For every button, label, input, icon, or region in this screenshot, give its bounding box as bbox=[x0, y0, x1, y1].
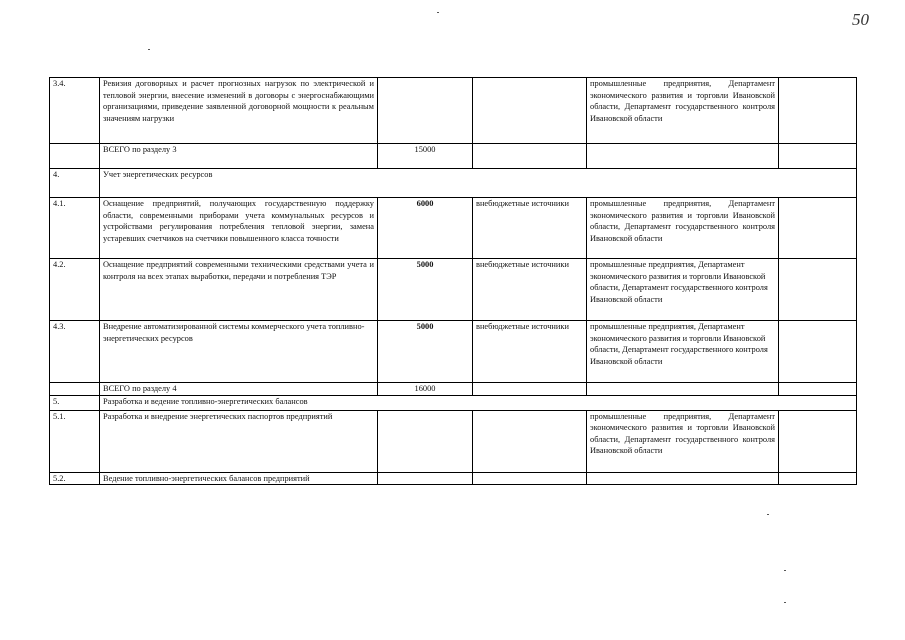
table-row bbox=[50, 410, 857, 472]
empty-cell bbox=[587, 383, 779, 396]
funding-source: внебюджетные источники bbox=[473, 198, 587, 259]
executors: промышленные предприятия, Департамент экономического развития и торговли Ивановской области, Департамент государственного контроля Ивановской области bbox=[587, 321, 779, 383]
empty-cell bbox=[779, 472, 857, 485]
funding-amount bbox=[378, 410, 473, 472]
funding-amount bbox=[378, 472, 473, 485]
executors: промышленные предприятия, Департамент экономического развития и торговли Ивановской области, Департамент государственного контроля Ивановской области bbox=[587, 259, 779, 321]
section-number: 4. bbox=[50, 169, 100, 198]
funding-amount bbox=[378, 78, 473, 144]
total-amount: 15000 bbox=[378, 144, 473, 169]
funding-source: внебюджетные источники bbox=[473, 321, 587, 383]
executors bbox=[587, 472, 779, 485]
scan-speck bbox=[784, 602, 786, 603]
section-total-row bbox=[50, 144, 857, 169]
empty-cell bbox=[587, 144, 779, 169]
scan-speck bbox=[767, 514, 769, 515]
scan-speck bbox=[148, 49, 150, 50]
empty-cell bbox=[779, 198, 857, 259]
measure-description: Разработка и внедрение энергетических паспортов предприятий bbox=[100, 410, 378, 472]
scan-speck bbox=[784, 570, 786, 571]
measure-description: Оснащение предприятий современными техническими средствами учета и контроля на всех этапах выработки, передачи и потребления ТЭР bbox=[100, 259, 378, 321]
table-row bbox=[50, 198, 857, 259]
row-number: 4.3. bbox=[50, 321, 100, 383]
table-row bbox=[50, 321, 857, 383]
empty-cell bbox=[50, 383, 100, 396]
row-number: 4.1. bbox=[50, 198, 100, 259]
section-title: Учет энергетических ресурсов bbox=[100, 169, 857, 198]
empty-cell bbox=[473, 144, 587, 169]
measure-description: Оснащение предприятий, получающих государственную поддержку области, современными приборами учета коммунальных ресурсов и устройствами регулирования потребления тепловой энергии, замена устаревших счетчиков на счетчики повышенного класса точности bbox=[100, 198, 378, 259]
row-number: 5.1. bbox=[50, 410, 100, 472]
empty-cell bbox=[779, 383, 857, 396]
empty-cell bbox=[779, 259, 857, 321]
total-label: ВСЕГО по разделу 3 bbox=[100, 144, 378, 169]
executors: промышленные предприятия, Департамент экономического развития и торговли Ивановской области, Департамент государственного контроля Ивановской области bbox=[587, 410, 779, 472]
empty-cell bbox=[779, 410, 857, 472]
measure-description: Внедрение автоматизированной системы коммерческого учета топливно-энергетических ресурсов bbox=[100, 321, 378, 383]
section-title: Разработка и ведение топливно-энергетических балансов bbox=[100, 395, 857, 410]
table-row bbox=[50, 472, 857, 485]
funding-amount: 5000 bbox=[378, 259, 473, 321]
row-number: 3.4. bbox=[50, 78, 100, 144]
section-total-row bbox=[50, 383, 857, 396]
row-number: 5.2. bbox=[50, 472, 100, 485]
funding-amount: 6000 bbox=[378, 198, 473, 259]
table-row bbox=[50, 78, 857, 144]
funding-source bbox=[473, 78, 587, 144]
funding-source bbox=[473, 410, 587, 472]
empty-cell bbox=[779, 144, 857, 169]
page-number: 50 bbox=[852, 10, 869, 29]
section-header-row bbox=[50, 169, 857, 198]
measure-description: Ведение топливно-энергетических балансов предприятий bbox=[100, 472, 378, 485]
section-number: 5. bbox=[50, 395, 100, 410]
funding-source bbox=[473, 472, 587, 485]
total-amount: 16000 bbox=[378, 383, 473, 396]
empty-cell bbox=[779, 321, 857, 383]
row-number: 4.2. bbox=[50, 259, 100, 321]
executors: промышленные предприятия, Департамент экономического развития и торговли Ивановской области, Департамент государственного контроля Ивановской области bbox=[587, 78, 779, 144]
scan-speck bbox=[437, 12, 439, 13]
empty-cell bbox=[50, 144, 100, 169]
empty-cell bbox=[779, 78, 857, 144]
program-measures-table bbox=[49, 77, 857, 485]
funding-source: внебюджетные источники bbox=[473, 259, 587, 321]
executors: промышленные предприятия, Департамент экономического развития и торговли Ивановской области, Департамент государственного контроля Ивановской области bbox=[587, 198, 779, 259]
measure-description: Ревизия договорных и расчет прогнозных нагрузок по электрической и тепловой энергии, внесение изменений в договоры с энергоснабжающими организациями, приведение заявленной договорной мощности к реальным значениям нагрузки bbox=[100, 78, 378, 144]
section-header-row bbox=[50, 395, 857, 410]
funding-amount: 5000 bbox=[378, 321, 473, 383]
empty-cell bbox=[473, 383, 587, 396]
table-row bbox=[50, 259, 857, 321]
total-label: ВСЕГО по разделу 4 bbox=[100, 383, 378, 396]
